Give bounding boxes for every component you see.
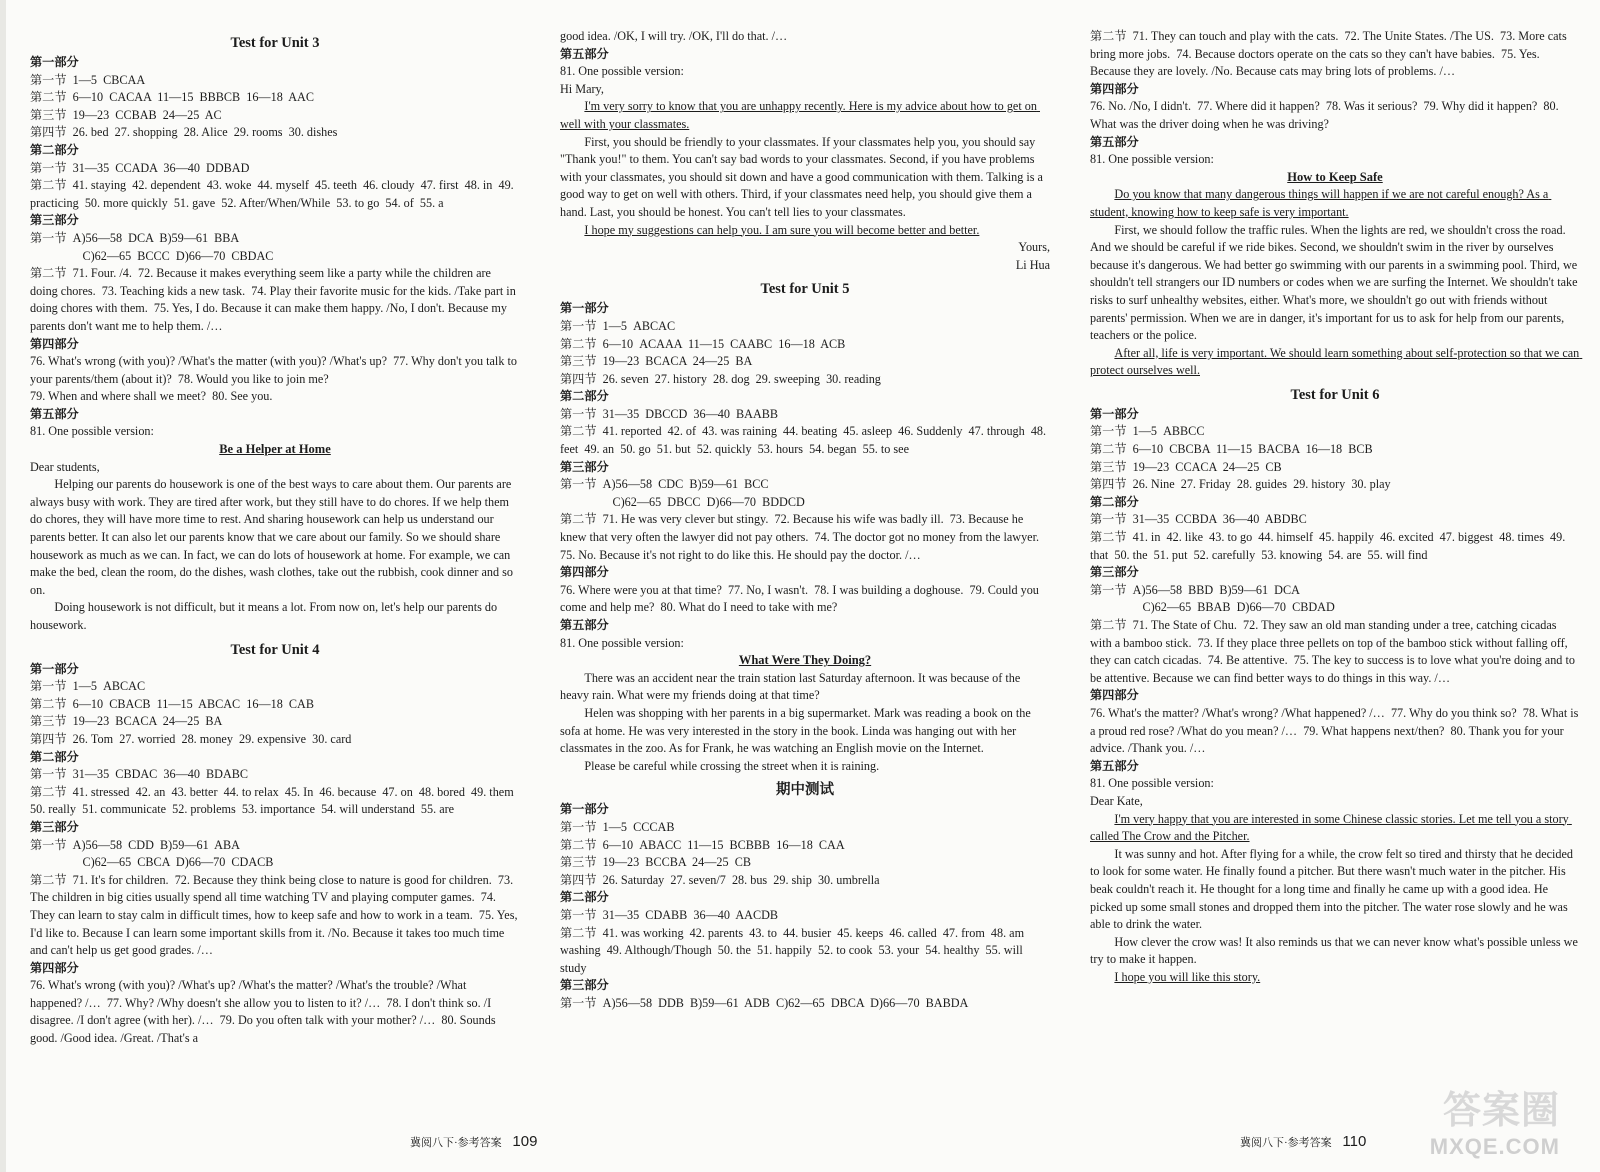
page-edge [0, 0, 6, 1172]
watermark [1430, 1079, 1560, 1160]
answer-line: 第一节 31—35 CBDAC 36—40 BDABC [30, 767, 249, 782]
answer-line: 第四节 26. Tom 27. worried 28. money 29. expensive 30. card [30, 731, 352, 746]
part-heading: 第二部分 [1090, 494, 1139, 509]
part-heading: 第五部分 [1090, 134, 1139, 149]
answer-line: 第四节 26. bed 27. shopping 28. Alice 29. rooms 30. dishes [30, 125, 338, 140]
answer-line: 第四节 26. Saturday 27. seven/7 28. bus 29. ship 30. umbrella [560, 872, 880, 887]
answer-line: 81. One possible version: [1090, 776, 1214, 791]
unit-title: Test for Unit 5 [760, 281, 850, 298]
part-heading: 第二部分 [30, 749, 79, 764]
essay-signoff: Yours, [1018, 240, 1050, 255]
part-heading: 第五部分 [30, 406, 79, 421]
answer-line: 第四节 26. Nine 27. Friday 28. guides 29. history 30. play [1090, 477, 1391, 492]
answer-line: 第二节 6—10 CBCBA 11—15 BACBA 16—18 BCB [1090, 442, 1373, 457]
unit-title: 期中测试 [776, 782, 834, 799]
essay-line: Do you know that many dangerous things will happen if we are not careful enough? As a student, knowing how to keep safe is very important. [1090, 187, 1552, 219]
answer-line: 第一节 1—5 CCCAB [560, 819, 675, 834]
essay-line: After all, life is very important. We should learn something about self-protection so that we can protect ourselves well. [1090, 345, 1583, 378]
part-heading: 第三部分 [30, 819, 79, 834]
part-heading: 第一部分 [560, 301, 609, 316]
part-heading: 第二部分 [560, 890, 609, 905]
answer-line: 第二节 41. staying 42. dependent 43. woke 44. myself 45. teeth 46. cloudy 47. first 48. in 49. practicing 50. more quickly 51. gave 52. After/When/While 53. to go 54. of 55. a [30, 178, 517, 210]
essay-title: Be a Helper at Home [219, 442, 331, 457]
essay-line: Please be careful while crossing the street when it is raining. [584, 758, 880, 773]
answer-line: 第一节 1—5 CBCAA [30, 72, 146, 87]
answer-line: 第一节 31—35 DBCCD 36—40 BAABB [560, 406, 779, 421]
answer-line: 第二节 71. The State of Chu. 72. They saw an old man standing under a tree, catching cicadas with a bamboo stick. 73. If they place three pellets on top of the bamboo stick without falling off, they can catch cicadas. 74. Be attentive. 75. The key to success is to love what you're doing and to be attentive. Because we can find better ways to do things in this way. /… [1090, 618, 1578, 685]
answer-line: C)62—65 BBAB D)66—70 CBDAD [1142, 600, 1335, 615]
essay-line: I'm very happy that you are interested in some Chinese classic stories. Let me tell you a story called The Crow and the Pitcher. [1090, 811, 1572, 844]
part-heading: 第三部分 [30, 213, 79, 228]
answer-line: 第二节 41. in 42. like 43. to go 44. himself 45. happily 46. excited 47. biggest 48. times 49. that 50. the 51. put 52. carefully 53. knowing 54. are 55. will find [1090, 530, 1569, 562]
essay-signoff: Li Hua [1015, 257, 1050, 272]
part-heading: 第五部分 [1090, 758, 1139, 773]
essay-line: Dear Kate, [1090, 793, 1143, 808]
answer-line: C)62—65 BCCC D)66—70 CBDAC [82, 248, 274, 263]
essay-line: Helen was shopping with her parents in a big supermarket. Mark was reading a book on the sofa at home. He was very interested in the story in the book. Linda was hanging out with her classmates in the zoo. As for Frank, he was watching an English movie on the Internet. [560, 705, 1034, 756]
part-heading: 第一部分 [1090, 406, 1139, 421]
answer-line: 81. One possible version: [560, 64, 684, 79]
answer-line: 第一节 A)56—58 DDB B)59—61 ADB C)62—65 DBCA D)66—70 BABDA [560, 995, 969, 1010]
part-heading: 第五部分 [560, 618, 609, 632]
essay-line: I hope you will like this story. [1114, 969, 1261, 984]
answer-line: 第一节 31—35 CDABB 36—40 AACDB [560, 907, 779, 922]
part-heading: 第三部分 [560, 978, 609, 993]
answer-line: 第二节 6—10 CACAA 11—15 BBBCB 16—18 AAC [30, 90, 314, 105]
answer-line: C)62—65 CBCA D)66—70 CDACB [82, 855, 274, 870]
essay-line: I'm very sorry to know that you are unhappy recently. Here is my advice about how to get on well with your classmates. [560, 99, 1040, 131]
page-number: 109 [512, 1133, 538, 1150]
essay-line: It was sunny and hot. After flying for a while, the crow felt so tired and thirsty that he decided to look for some water. He finally found a pitcher. But there wasn't much water in the pitcher. His beak couldn't reach it. He thought for a long time and finally he came up with a good idea. He picked up some small stones and dropped them into the pitcher. The water rose slowly and he was able to drink the water. [1090, 846, 1577, 932]
answer-line: 第二节 41. stressed 42. an 43. better 44. to relax 45. In 46. because 47. on 48. bored 49. them 50. really 51. communicate 52. problems 53. importance 54. will understand 55. are [30, 784, 520, 817]
answer-line: 76. No. /No, I didn't. 77. Where did it happen? 78. Was it serious? 79. Why did it happen? 80. What was the driver doing when he was driving? [1090, 99, 1562, 131]
essay-line: First, you should be friendly to your classmates. If your classmates help you, you should say "Thank you!" to them. You can't say bad words to your classmates. Second, if you have problems with your classmates, you should sit down and have a good communication with them. Talking is a good way to get on well with others. Third, if your classmates need help, you should give them a hand. Last, you should be honest. You can't tell lies to your classmates. [560, 134, 1047, 219]
footer-label: 冀阅八下·参考答案 [1240, 1137, 1332, 1149]
answer-line: 第一节 A)56—58 CDD B)59—61 ABA [30, 837, 240, 852]
answer-line: 第三节 19—23 CCBAB 24—25 AC [30, 107, 222, 122]
page-footer-left [410, 1133, 537, 1150]
essay-line: How clever the crow was! It also reminds us that we can never know what's possible unless we try to make it happen. [1090, 934, 1581, 967]
part-heading: 第三部分 [560, 459, 609, 474]
unit-title: Test for Unit 3 [230, 35, 320, 51]
column-middle [560, 28, 1050, 1128]
answer-line: 76. What's wrong (with you)? /What's the matter (with you)? /What's up? 77. Why don't you talk to your parents/them (about it)? 78. Would you like to join me? [30, 354, 520, 386]
column-left [30, 28, 520, 1128]
part-heading: 第一部分 [30, 55, 79, 69]
essay-line: Dear students, [30, 459, 100, 474]
unit-title: Test for Unit 4 [230, 641, 320, 658]
answer-line: 第二节 6—10 CBACB 11—15 ABCAC 16—18 CAB [30, 696, 314, 711]
answer-line: 76. Where were you at that time? 77. No, I wasn't. 78. I was building a doghouse. 79. Could you come and help me? 80. What do I need to take with me? [560, 582, 1042, 615]
part-heading: 第五部分 [560, 46, 609, 61]
answer-line: 76. What's the matter? /What's wrong? /What happened? /… 77. Why do you think so? 78. What is a proud red rose? /What do you mean? /… 79. What happens next/then? 80. Thank you for your advice. /Thank you. /… [1090, 705, 1582, 756]
part-heading: 第二部分 [30, 142, 79, 157]
answer-line: 第一节 1—5 ABCAC [560, 318, 676, 333]
answer-line: 第三节 19—23 BCACA 24—25 BA [30, 714, 223, 729]
answer-line: 79. When and where shall we meet? 80. See you. [30, 389, 273, 404]
answer-line: 第二节 71. It's for children. 72. Because they think being close to nature is good for children. 73. The children in big cities usually spend all time watching TV and playing computer games. 74. They can learn to stay calm in difficult times, how to keep safe and how to work in a team. 75. Yes, I'd like to. Because I can learn some important skills from it. /No. Because it takes too much time and can't help us get good grades. /… [30, 872, 521, 958]
part-heading: 第二部分 [560, 389, 609, 404]
answer-line: 76. What's wrong (with you)? /What's up? /What's the matter? /What's the trouble? /What happened? /… 77. Why? /Why doesn't she allow you to listen to it? /… 78. I don't think so. /I disagree. /I don't agree (with her). /… 79. Do you often talk with your mother? /… 80. Sounds good. /Good idea. /Great. /That's a [30, 978, 499, 1046]
answer-line: 第二节 6—10 ACAAA 11—15 CAABC 16—18 ACB [560, 336, 846, 351]
page-number: 110 [1342, 1133, 1367, 1150]
answer-line: 第一节 A)56—58 CDC B)59—61 BCC [560, 477, 769, 492]
essay-title: How to Keep Safe [1287, 169, 1383, 184]
answer-line: 第一节 31—35 CCADA 36—40 DDBAD [30, 160, 250, 175]
answer-line: 81. One possible version: [30, 424, 154, 439]
part-heading: 第四部分 [30, 336, 79, 351]
answer-line: 第二节 6—10 ABACC 11—15 BCBBB 16—18 CAA [560, 837, 845, 852]
answer-line: 81. One possible version: [1090, 152, 1214, 167]
part-heading: 第四部分 [1090, 688, 1139, 703]
part-heading: 第一部分 [560, 802, 609, 817]
answer-line: 第二节 41. was working 42. parents 43. to 44. busier 45. keeps 46. called 47. from 48. am washing 49. Although/Though 50. the 51. happily 52. to cook 53. your 54. healthy 55. will study [560, 925, 1028, 975]
unit-title: Test for Unit 6 [1290, 386, 1380, 403]
answer-line: 第四节 26. seven 27. history 28. dog 29. sweeping 30. reading [560, 371, 881, 386]
column-right [1090, 28, 1583, 1128]
answer-line: 第三节 19—23 BCACA 24—25 BA [560, 354, 753, 369]
essay-line: Helping our parents do housework is one of the best ways to care about them. Our parents are always busy with work. They are tired after work, but they still have to do chores. If we help them do chores, they will have more time to rest. And sharing housework can help us understand our parents better. It can also let our parents know that we care about our family. So we should share housework as much as we can. In fact, we can do lots of housework at home. For example, we can make the bed, clean the room, do the dishes, wash clothes, take out the rubbish, cook dinner and so on. [30, 477, 517, 597]
essay-line: I hope my suggestions can help you. I am sure you will become better and better. [584, 222, 980, 237]
answer-line: 第三节 19—23 CCACA 24—25 CB [1090, 459, 1282, 474]
part-heading: 第一部分 [30, 661, 79, 676]
answer-line: 第三节 19—23 BCCBA 24—25 CB [560, 855, 751, 870]
watermark-site: MXQE.COM [1429, 1134, 1560, 1159]
essay-title: What Were They Doing? [738, 653, 872, 668]
part-heading: 第四部分 [30, 960, 79, 975]
answer-line: 第一节 1—5 ABBCC [1090, 424, 1205, 439]
answer-line: 第一节 A)56—58 BBD B)59—61 DCA [1090, 582, 1300, 597]
page-footer-right [1240, 1133, 1366, 1150]
part-heading: 第四部分 [560, 565, 609, 580]
part-heading: 第四部分 [1090, 81, 1139, 96]
essay-line: There was an accident near the train station last Saturday afternoon. It was because of the heavy rain. What were my friends doing at that time? [560, 670, 1024, 703]
answer-line: 第二节 71. Four. /4. 72. Because it makes everything seem like a party while the children are doing chores. 73. Teaching kids a new task. 74. Play their favorite music for the kids. /Take part in doing chores with them. 75. Yes, I do. Because it can make them happy. /No, I don't. Because my parents don't want me to help them. /… [30, 266, 519, 333]
essay-line: Hi Mary, [560, 81, 604, 96]
part-heading: 第三部分 [1090, 565, 1139, 580]
answer-line: 第一节 A)56—58 DCA B)59—61 BBA [30, 230, 240, 245]
footer-label: 冀阅八下·参考答案 [410, 1137, 502, 1149]
answer-line: 第一节 1—5 ABCAC [30, 679, 146, 694]
watermark-logo: 答案圈 [1442, 1090, 1560, 1132]
answer-line: C)62—65 DBCC D)66—70 BDDCD [612, 494, 805, 509]
answer-line: 81. One possible version: [560, 635, 684, 650]
answer-line: 第二节 71. He was very clever but stingy. 72. Because his wife was badly ill. 73. Because he knew that very often the lawyer did not pay others. 74. The doctor got no money from the lawyer. 75. No. Because it's not right to do like this. He should pay the doctor. /… [560, 512, 1046, 562]
essay-line: Doing housework is not difficult, but it means a lot. From now on, let's help our parents do housework. [30, 600, 501, 632]
answer-line: 第一节 31—35 CCBDA 36—40 ABDBC [1090, 512, 1307, 527]
answer-line: 第二节 41. reported 42. of 43. was raining 44. beating 45. asleep 46. Suddenly 47. through 48. feet 49. an 50. go 51. but 52. quickly 53. hours 54. began 55. to see [560, 424, 1050, 457]
essay-line: First, we should follow the traffic rules. When the lights are red, we shouldn't cross the road. And we should be careful if we ride bikes. Second, we shouldn't swim in the river by ourselves because it's dangerous. We had better go swimming with our parents in a swimming pool. Third, we shouldn't tell strangers our ID numbers or codes when we are surfing the Internet. We shouldn't take risks to surf unhealthy websites, either. What's more, we shouldn't go out with friends without parents' permission. When we are in danger, it's important for us to ask for help from our parents, teachers or the police. [1090, 222, 1581, 343]
answer-line: good idea. /OK, I will try. /OK, I'll do that. /… [560, 29, 788, 43]
answer-line: 第二节 71. They can touch and play with the cats. 72. The Unite States. /The US. 73. More cats bring more jobs. 74. Because doctors operate on the cats so they can't have babies. 75. Yes. Because they are lovely. /No. Because cats may bring lots of problems. /… [1090, 29, 1570, 79]
